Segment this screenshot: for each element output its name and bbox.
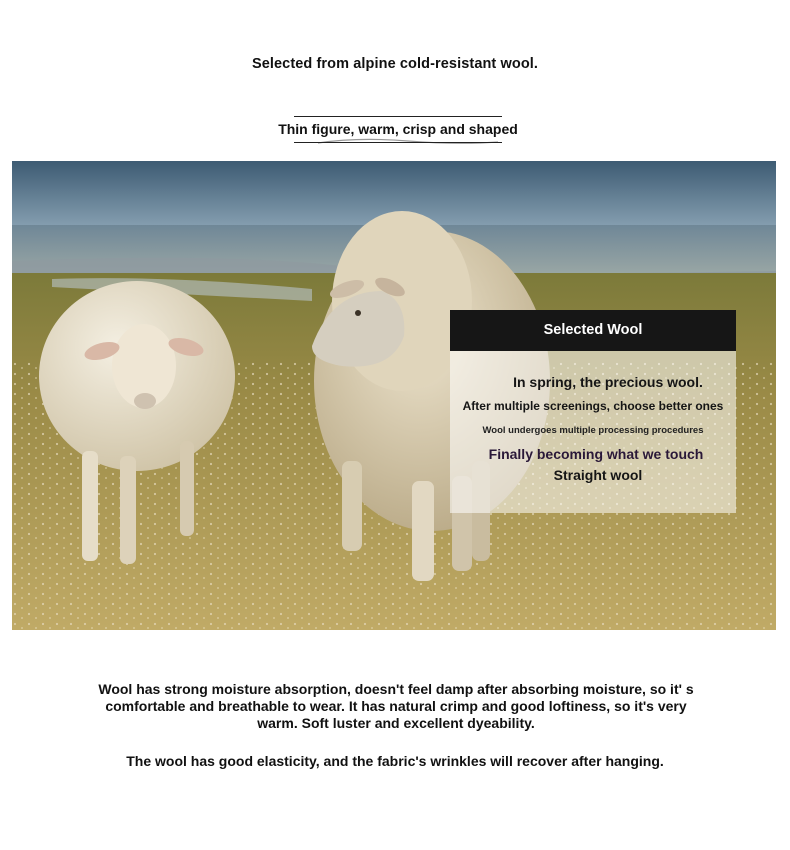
panel-line-1: In spring, the precious wool. <box>513 374 703 390</box>
panel-body <box>450 351 736 513</box>
selected-wool-panel <box>450 310 736 513</box>
description-paragraph-1: Wool has strong moisture absorption, doesn't feel damp after absorbing moisture, so it' s comfortable and breathable to wear. It has natural crimp and good loftiness, so it's very warm. Soft luster and excellent dyeability. <box>98 681 694 731</box>
panel-title: Selected Wool <box>450 310 736 351</box>
subhead-bottom-rule <box>294 142 502 143</box>
headline: Selected from alpine cold-resistant wool. <box>251 56 539 72</box>
panel-line-4: Finally becoming what we touch <box>488 446 704 462</box>
subhead-block <box>278 116 518 146</box>
subhead: Thin figure, warm, crisp and shaped <box>278 121 518 137</box>
panel-line-5: Straight wool <box>553 467 643 483</box>
panel-line-2: After multiple screenings, choose better ones <box>462 399 724 413</box>
swoosh-decoration <box>318 138 498 144</box>
description-paragraph-2: The wool has good elasticity, and the fabric's wrinkles will recover after hanging. <box>126 753 664 769</box>
panel-line-3: Wool undergoes multiple processing procedures <box>482 425 704 436</box>
subhead-top-rule <box>294 116 502 117</box>
